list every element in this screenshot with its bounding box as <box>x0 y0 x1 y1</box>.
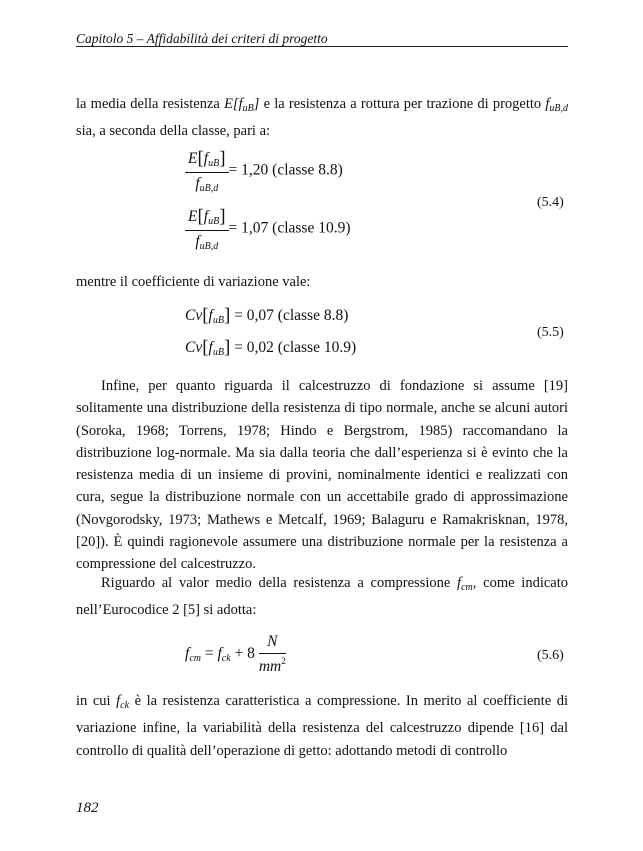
fraction: $\frac{E[f_{uB}]}{f_{uB,d}}$ <box>185 148 229 194</box>
paragraph-cv-intro: mentre il coefficiente di variazione vale: <box>76 274 311 290</box>
eq-5-4-rhs-1: = 1,20 (classe 8.8) <box>228 161 343 179</box>
equation-5-5-line-2: $Cv[f_{uB}] = 0,02$ (classe 10.9) <box>185 337 357 358</box>
paragraph-fcm-intro: Riguardo al valor medio della resistenza a compressione $f_{cm}$, come indicato nell’Eurocodice 2 [5] si adotta: <box>76 575 568 619</box>
fraction: $\frac{E[f_{uB}]}{f_{uB,d}}$ <box>185 206 229 252</box>
equation-5-4-line-1 <box>185 148 343 194</box>
equation-number-5-6: (5.6) <box>537 648 564 663</box>
equation-number-5-5: (5.5) <box>537 325 564 340</box>
paragraph-intro <box>76 93 568 143</box>
intro-text-2: e la resistenza a rottura per trazione di progetto <box>259 96 546 112</box>
paragraph-fck: in cui $f_{ck}$ è la resistenza caratteristica a compressione. In merito al coefficiente di variazione infine, la variabilità della resistenza del calcestruzzo dipende [16] dal controllo di qualità dell’operazione di getto: adottando metodi di controllo <box>76 693 568 759</box>
intro-text-1: la media della resistenza <box>76 96 225 112</box>
equation-5-5-line-1: $Cv[f_{uB}] = 0,07$ (classe 8.8) <box>185 305 349 326</box>
header-rule <box>76 46 568 47</box>
equation-5-6: $f_{cm} = f_{ck} + 8$ $\frac{N}{mm^2}$ <box>185 633 286 675</box>
symbol-fuBd: $f_{uB,d}$ <box>545 96 568 114</box>
intro-text-3: sia, a seconda della classe, pari a: <box>76 123 271 140</box>
symbol-E-fuB: $E[f_{uB}]$ <box>224 96 260 114</box>
eq-5-4-rhs-2: = 1,07 (classe 10.9) <box>228 219 351 237</box>
running-header: Capitolo 5 – Affidabilità dei criteri di progetto <box>76 31 328 46</box>
page-number: 182 <box>76 800 99 816</box>
eq-5-5-rhs-1: = 0,07 (classe 8.8) <box>234 307 349 324</box>
paragraph-concrete-distribution: Infine, per quanto riguarda il calcestruzzo di fondazione si assume [19] solitamente una distribuzione della resistenza di tipo normale, anche se alcuni autori (Soroka, 1968; Torrens, 1978; Hindo e Bergstrom, 1985) raccomandano la distribuzione log-normale. Ma sia dalla teoria che dall’esperienza si è evinto che la resistenza media di un insieme di provini, nominalmente identici e realizzati con cura, segue la distribuzione normale con un accettabile grado di approssimazione (Novgorodsky, 1973; Mathews e Metcalf, 1969; Balaguru e Ramakrisknan, 1978, [20]). È quindi ragionevole assumere una distribuzione normale per la resistenza a compressione del calcestruzzo. <box>76 378 568 573</box>
equation-5-4-line-2 <box>185 206 351 252</box>
eq-5-5-rhs-2: = 0,02 (classe 10.9) <box>234 339 357 356</box>
equation-number-5-4: (5.4) <box>537 195 564 210</box>
fraction: $\frac{N}{mm^2}$ <box>258 633 286 675</box>
